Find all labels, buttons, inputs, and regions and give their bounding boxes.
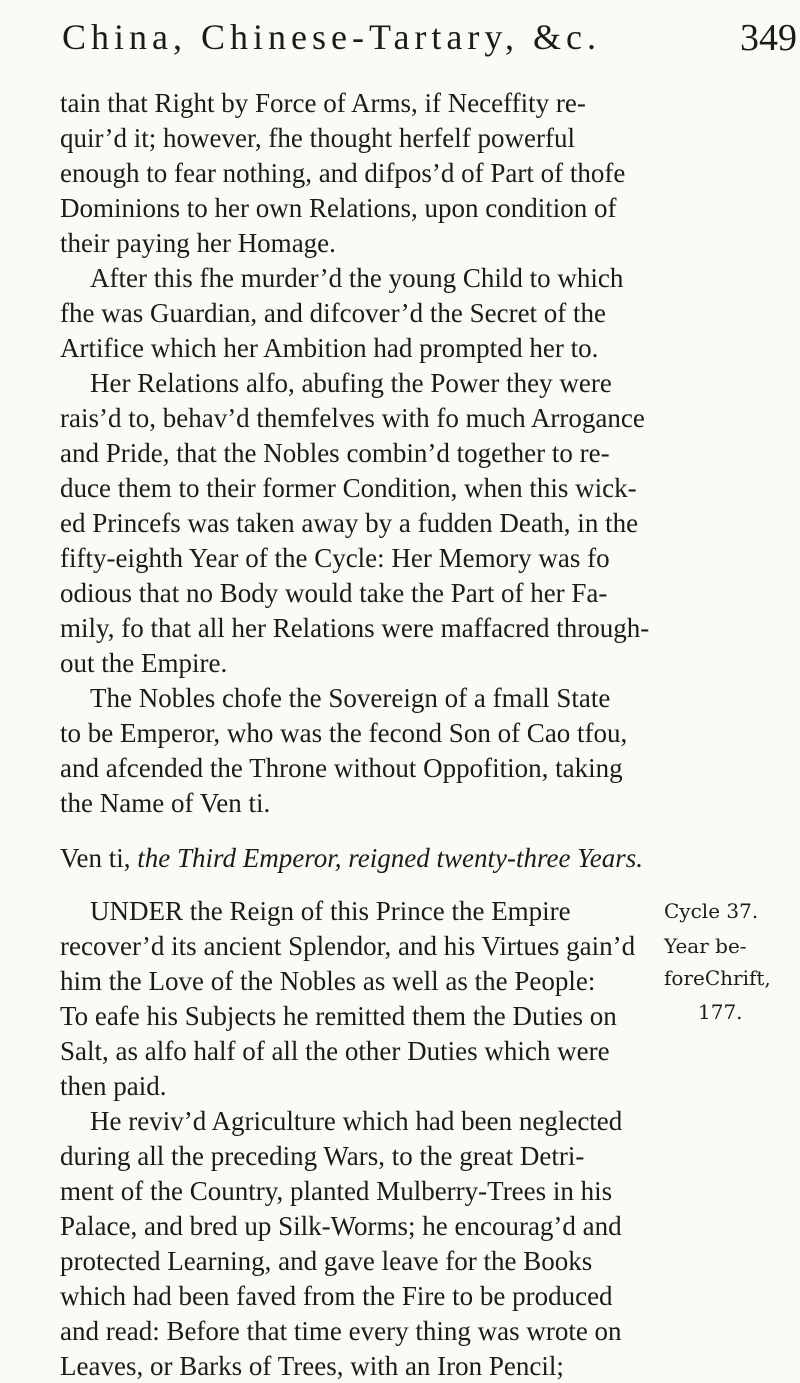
- text-line: UNDER the Reign of this Prince the Empire: [90, 896, 571, 926]
- text-line: He reviv’d Agriculture which had been neglected: [90, 1106, 623, 1136]
- page-header: [62, 16, 797, 76]
- text-line: fhe was Guardian, and difcover’d the Secret of the: [60, 298, 607, 328]
- text-line: After this fhe murder’d the young Child to which: [90, 263, 624, 293]
- text-line: ed Princefs was taken away by a fudden Death, in the: [60, 508, 639, 538]
- text-line: to be Emperor, who was the fecond Son of Cao tfou,: [60, 718, 628, 748]
- heading-name: Ven ti,: [60, 843, 131, 873]
- text-line: tain that Right by Force of Arms, if Neceffity re-: [60, 88, 586, 118]
- text-line: Her Relations alfo, abufing the Power they were: [90, 368, 612, 398]
- margin-note-line: 177.: [698, 1000, 743, 1024]
- text-line: Artifice which her Ambition had prompted her to.: [60, 333, 599, 363]
- margin-note-line: Cycle 37.: [664, 899, 759, 923]
- margin-note-line: foreChrift,: [664, 966, 771, 990]
- text-line: Palace, and bred up Silk-Worms; he encourag’d and: [60, 1211, 622, 1241]
- text-line: which had been faved from the Fire to be produced: [60, 1281, 613, 1311]
- text-line: then paid.: [60, 1071, 167, 1101]
- text-line: Leaves, or Barks of Trees, with an Iron Pencil;: [60, 1351, 564, 1381]
- text-line: fifty-eighth Year of the Cycle: Her Memory was fo: [60, 543, 610, 573]
- margin-note-line: Year be-: [664, 934, 747, 958]
- running-head: China, Chinese-Tartary, &c.: [62, 17, 602, 57]
- text-line: recover’d its ancient Splendor, and his Virtues gain’d: [60, 931, 636, 961]
- text-line: quir’d it; however, fhe thought herfelf powerful: [60, 123, 576, 153]
- text-line: mily, fo that all her Relations were maffacred through-: [60, 613, 650, 643]
- text-line: him the Love of the Nobles as well as the People:: [60, 966, 596, 996]
- text-line: during all the preceding Wars, to the great Detri-: [60, 1141, 585, 1171]
- text-line: To eafe his Subjects he remitted them the Duties on: [60, 1001, 617, 1031]
- heading-title: the Third Emperor, reigned twenty-three Years.: [137, 843, 643, 873]
- text-line: the Name of Ven ti.: [60, 788, 271, 818]
- text-line: The Nobles chofe the Sovereign of a fmall State: [90, 683, 611, 713]
- text-line: odious that no Body would take the Part of her Fa-: [60, 578, 608, 608]
- text-line: and read: Before that time every thing was wrote on: [60, 1316, 622, 1346]
- text-line: and afcended the Throne without Oppofition, taking: [60, 753, 623, 783]
- section-heading: [60, 841, 643, 875]
- text-line: rais’d to, behav’d themfelves with fo much Arrogance: [60, 403, 645, 433]
- text-line: duce them to their former Condition, when this wick-: [60, 473, 637, 503]
- text-line: out the Empire.: [60, 648, 228, 678]
- page-number: 349: [740, 17, 797, 59]
- text-line: Dominions to her own Relations, upon condition of: [60, 193, 617, 223]
- text-line: and Pride, that the Nobles combin’d together to re-: [60, 438, 610, 468]
- text-line: enough to fear nothing, and difpos’d of Part of thofe: [60, 158, 626, 188]
- text-line: their paying her Homage.: [60, 228, 336, 258]
- text-line: protected Learning, and gave leave for the Books: [60, 1246, 593, 1276]
- text-line: ment of the Country, planted Mulberry-Trees in his: [60, 1176, 613, 1206]
- text-line: Salt, as alfo half of all the other Duties which were: [60, 1036, 610, 1066]
